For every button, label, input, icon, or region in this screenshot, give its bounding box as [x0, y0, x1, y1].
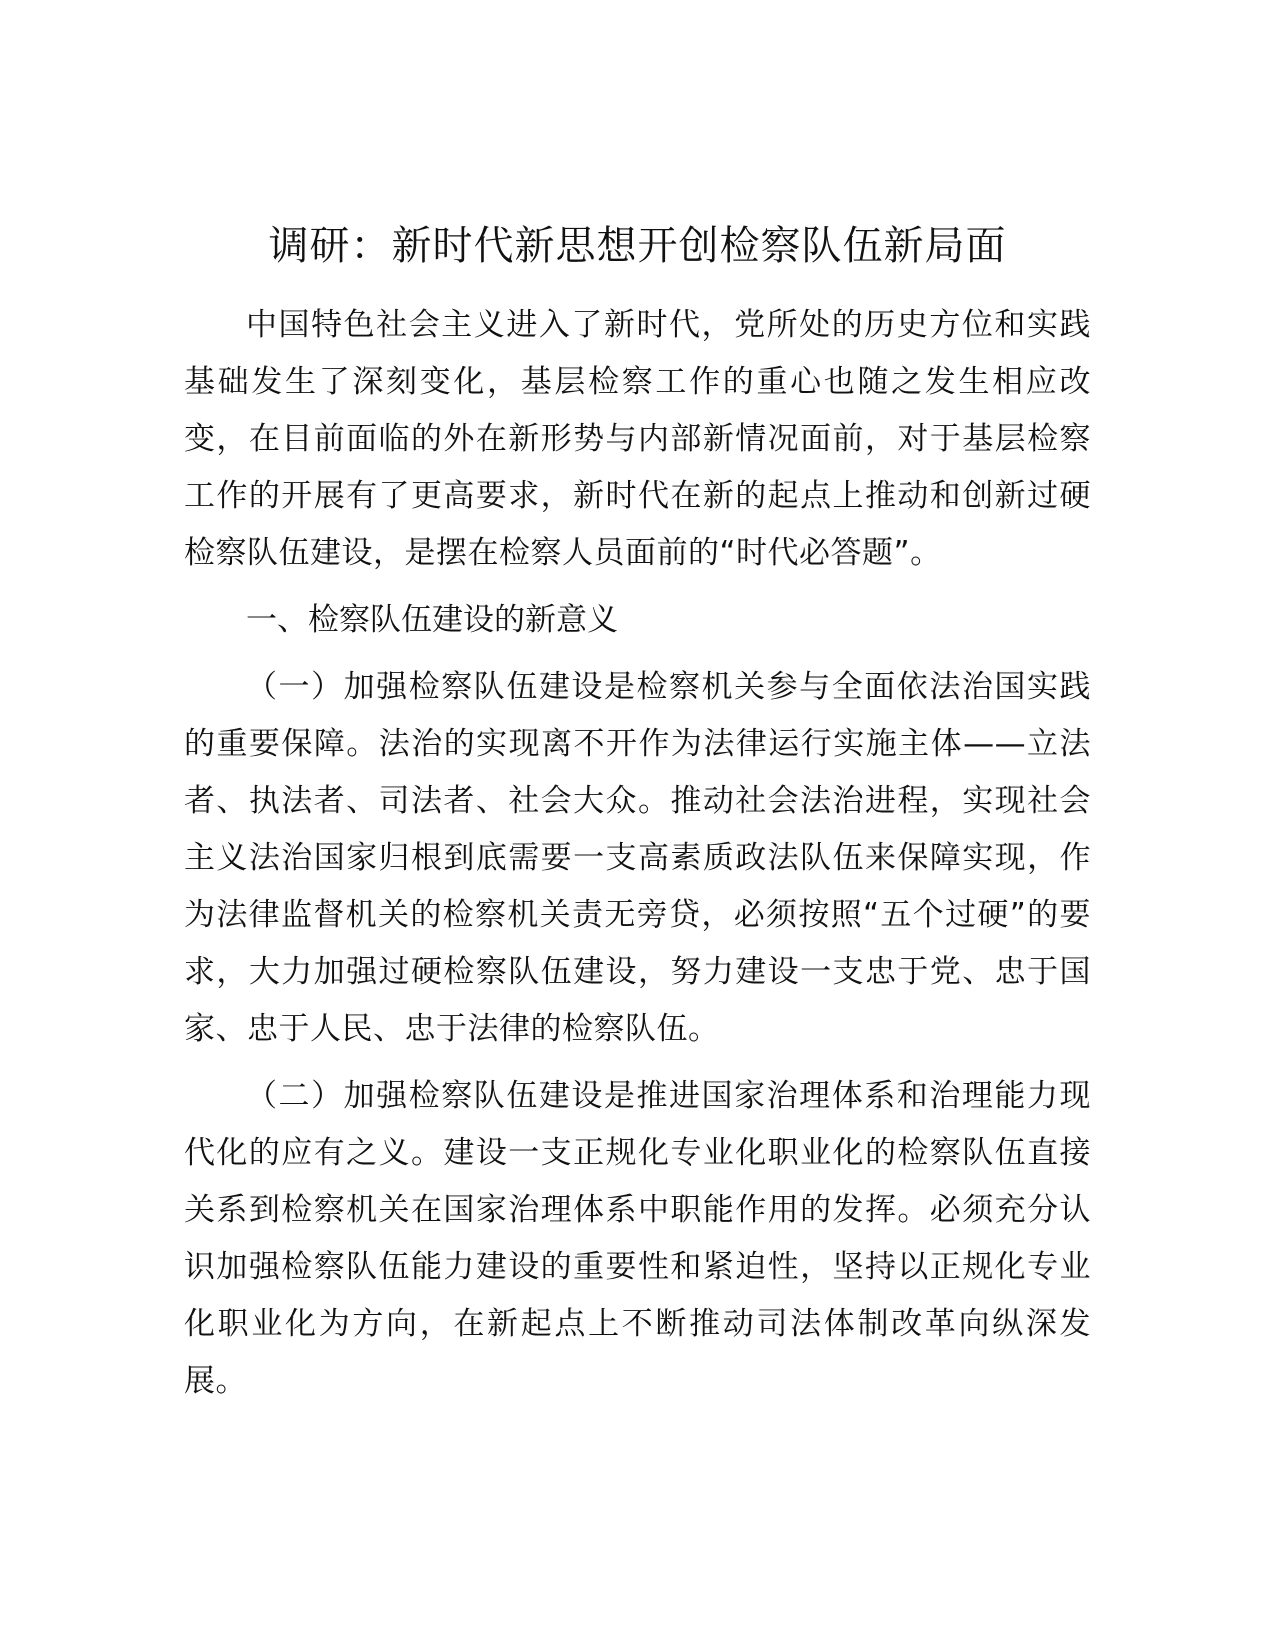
body-paragraph-2: （二）加强检察队伍建设是推进国家治理体系和治理能力现代化的应有之义。建设一支正规化专业化职业化的检察队伍直接关系到检察机关在国家治理体系中职能作用的发挥。必须充分认识加强检察队伍能力建设的重要性和紧迫性，坚持以正规化专业化职业化为方向，在新起点上不断推动司法体制改革向纵深发展。 [184, 1078, 1091, 1399]
intro-paragraph: 中国特色社会主义进入了新时代，党所处的历史方位和实践基础发生了深刻变化，基层检察工作的重心也随之发生相应改变，在目前面临的外在新形势与内部新情况面前，对于基层检察工作的开展有了更高要求，新时代在新的起点上推动和创新过硬检察队伍建设，是摆在检察人员面前的“时代必答题”。 [184, 307, 1091, 571]
document-title: 调研：新时代新思想开创检察队伍新局面 [268, 223, 1007, 269]
section-heading: 一、检察队伍建设的新意义 [246, 602, 618, 638]
document-body [184, 297, 1091, 1420]
body-paragraph-1: （一）加强检察队伍建设是检察机关参与全面依法治国实践的重要保障。法治的实现离不开作为法律运行实施主体——立法者、执法者、司法者、社会大众。推动社会法治进程，实现社会主义法治国家归根到底需要一支高素质政法队伍来保障实现，作为法律监督机关的检察机关责无旁贷，必须按照“五个过硬”的要求，大力加强过硬检察队伍建设，努力建设一支忠于党、忠于国家、忠于人民、忠于法律的检察队伍。 [184, 669, 1091, 1047]
